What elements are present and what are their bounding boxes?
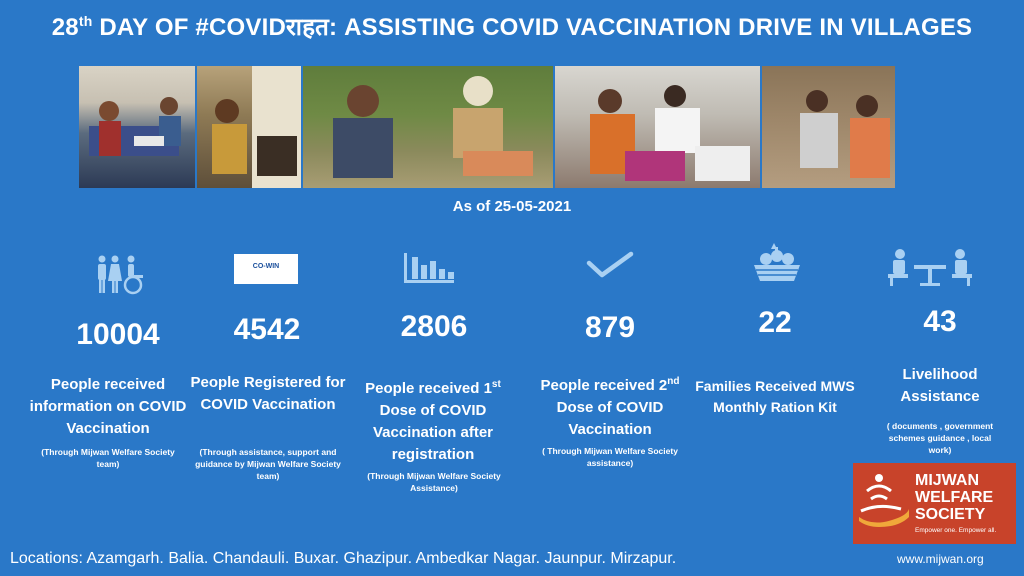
fruit-basket-icon	[752, 243, 802, 283]
stat-label-first-dose: People received 1st Dose of COVID Vaccination after registration	[365, 379, 501, 463]
stat-label-livelihood: Livelihood Assistance	[900, 366, 980, 405]
logo-line-1: MIJWAN	[915, 472, 979, 489]
logo-line-2: WELFARE	[915, 489, 994, 506]
stat-label-information: People received information on COVID Vaccination	[29, 376, 187, 437]
website-link[interactable]: www.mijwan.org	[897, 552, 984, 566]
stat-label-registered: People Registered for COVID Vaccination	[190, 374, 346, 413]
stat-value-livelihood: 43	[923, 305, 957, 338]
locations-list: Locations: Azamgarh. Balia. Chandauli. Buxar. Ghazipur. Ambedkar Nagar. Jaunpur. Mirzapur.	[10, 550, 677, 567]
photo-office-desk	[79, 66, 195, 188]
checkmark-icon	[586, 251, 634, 279]
people-accessibility-icon	[95, 255, 145, 295]
photo-health-worker	[762, 66, 895, 188]
logo-tagline: Empower one. Empower all.	[915, 527, 997, 534]
stat-note-first-dose: (Through Mijwan Welfare Society Assistance)	[367, 471, 501, 493]
photo-vaccination	[555, 66, 760, 188]
page-title: 28th DAY OF #COVIDराहत: ASSISTING COVID VACCINATION DRIVE IN VILLAGES	[51, 13, 973, 41]
mijwan-logo	[853, 463, 1016, 544]
stat-value-second-dose: 879	[584, 311, 636, 344]
stat-note-second-dose: ( Through Mijwan Welfare Society assistance)	[542, 446, 678, 468]
cowin-logo-icon	[234, 254, 298, 284]
stat-note-registered: (Through assistance, support and guidance by Mijwan Welfare Society team)	[195, 447, 341, 481]
as-of-date: As of 25-05-2021	[452, 198, 572, 215]
stat-value-ration-kit: 22	[758, 306, 792, 339]
meeting-table-icon	[888, 248, 972, 286]
photo-village-talk	[303, 66, 553, 188]
stat-note-information: (Through Mijwan Welfare Society team)	[41, 447, 175, 469]
stat-label-ration-kit: Families Received MWS Monthly Ration Kit	[695, 378, 855, 415]
logo-line-3: SOCIETY	[915, 506, 986, 523]
stat-value-registered: 4542	[233, 313, 301, 346]
stat-note-livelihood: ( documents , government schemes guidance , local work)	[886, 421, 994, 455]
stat-label-second-dose: People received 2nd Dose of COVID Vaccination	[540, 376, 680, 438]
photo-registration	[197, 66, 301, 188]
hands-logo-icon	[859, 473, 911, 529]
bar-chart-icon	[404, 253, 454, 283]
cowin-logo-text: CO-WIN	[252, 263, 280, 270]
stat-value-first-dose: 2806	[400, 310, 468, 343]
photo-strip	[79, 66, 895, 188]
stat-value-information: 10004	[76, 318, 160, 351]
